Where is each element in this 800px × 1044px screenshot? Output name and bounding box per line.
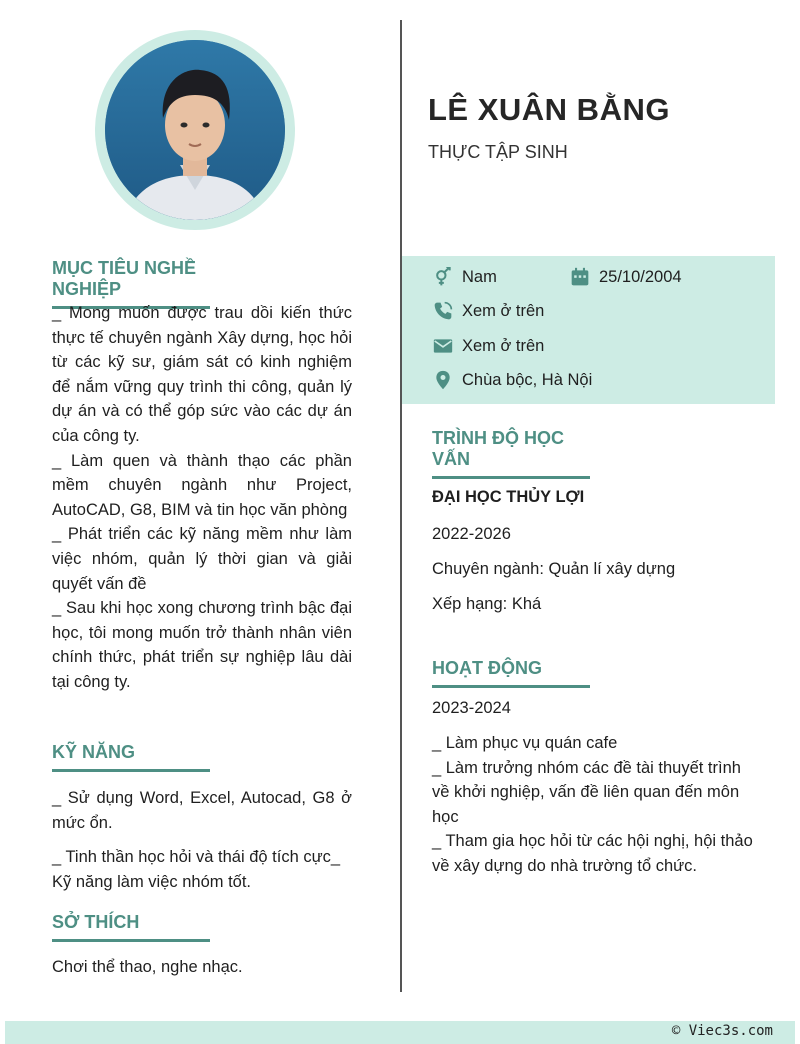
birthday-value: 25/10/2004 xyxy=(599,267,682,286)
activities-heading: HOẠT ĐỘNG xyxy=(432,658,590,688)
avatar xyxy=(105,40,285,220)
career-goal-text xyxy=(52,301,352,695)
education-rank: Xếp hạng: Khá xyxy=(432,595,542,613)
career-goal-line: _ Làm quen và thành thạo các phần mềm chuyên ngành như Project, AutoCAD, G8, BIM và tin học văn phòng xyxy=(52,451,352,519)
education-heading: TRÌNH ĐỘ HỌC VẤN xyxy=(432,428,590,479)
career-goal-line: _ Phát triển các kỹ năng mềm như làm việc nhóm, quản lý thời gian và giải quyết vấn đề xyxy=(52,525,352,593)
phone-row xyxy=(432,300,544,322)
candidate-name: LÊ XUÂN BẰNG xyxy=(428,92,670,127)
gender-row xyxy=(432,266,497,288)
skills-item: _ Tinh thần học hỏi và thái độ tích cực_ Kỹ năng làm việc nhóm tốt. xyxy=(52,848,341,891)
phone-icon xyxy=(432,300,454,322)
footer-credit: © Viec3s.com xyxy=(671,1023,773,1039)
avatar-frame xyxy=(95,30,295,230)
career-goal-line: _ Sau khi học xong chương trình bậc đại học, tôi mong muốn trở thành nhân viên chính thức, phát triển sự nghiệp lâu dài tại công ty. xyxy=(52,599,352,691)
school-name: ĐẠI HỌC THỦY LỢI xyxy=(432,488,585,506)
phone-value: Xem ở trên xyxy=(462,301,545,320)
career-goal-line: _ Mong muốn được trau dồi kiến thức thực tế chuyên ngành Xây dựng, học hỏi từ các kỹ sư, giám sát có kinh nghiệm để nắm vững quy trình thi công, quản lý dự án và có thể góp sức vào các dự án của công ty. xyxy=(52,304,352,445)
hobbies-heading: SỞ THÍCH xyxy=(52,912,210,942)
skills-heading: KỸ NĂNG xyxy=(52,742,210,772)
activity-item: _ Làm phục vụ quán cafe xyxy=(432,734,618,752)
email-row xyxy=(432,335,544,357)
activity-item: _ Làm trưởng nhóm các đề tài thuyết trình về khởi nghiệp, vấn đề liên quan đến môn học xyxy=(432,758,741,826)
address-value: Chùa bộc, Hà Nội xyxy=(462,370,593,389)
email-value: Xem ở trên xyxy=(462,336,545,355)
contact-panel xyxy=(402,256,775,404)
gender-value: Nam xyxy=(462,267,497,286)
job-title: THỰC TẬP SINH xyxy=(428,142,568,162)
education-years: 2022-2026 xyxy=(432,525,511,543)
birthday-row xyxy=(569,266,682,288)
column-divider xyxy=(400,20,402,992)
career-goal-heading: MỤC TIÊU NGHỀ NGHIỆP xyxy=(52,258,210,309)
education-major: Chuyên ngành: Quản lí xây dựng xyxy=(432,560,676,578)
activities-list xyxy=(432,731,757,879)
location-pin-icon xyxy=(432,369,454,391)
gender-icon xyxy=(432,266,454,288)
address-row xyxy=(432,369,592,391)
calendar-icon xyxy=(569,266,591,288)
email-icon xyxy=(432,335,454,357)
hobbies-text: Chơi thể thao, nghe nhạc. xyxy=(52,958,243,976)
profile-photo xyxy=(105,40,285,220)
skills-item: _ Sử dụng Word, Excel, Autocad, G8 ở mức ổn. xyxy=(52,789,352,832)
activities-years: 2023-2024 xyxy=(432,699,511,717)
footer-bar xyxy=(5,1021,795,1044)
activity-item: _ Tham gia học hỏi từ các hội nghị, hội thảo về xây dựng do nhà trường tổ chức. xyxy=(432,832,753,875)
